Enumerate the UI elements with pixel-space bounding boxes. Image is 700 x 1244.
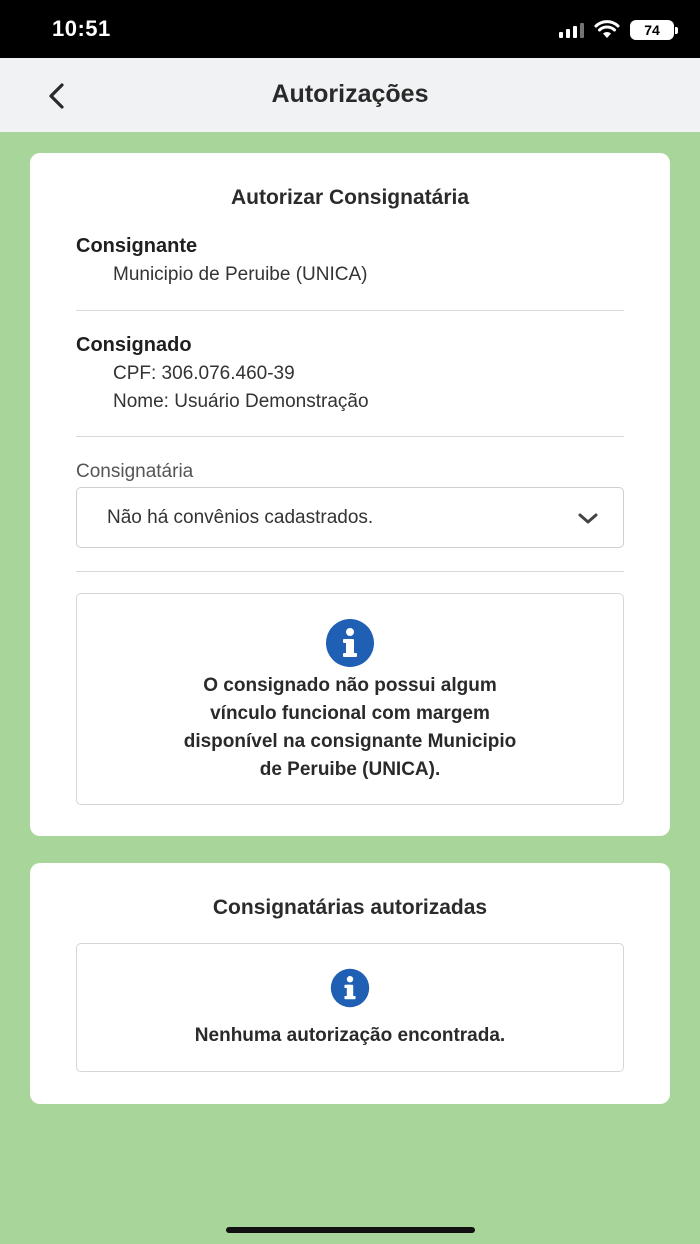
consignante-value: Municipio de Peruibe (UNICA) [113,264,368,285]
consignado-cpf: CPF: 306.076.460-39 [113,363,295,384]
info-message [107,672,593,784]
consignataria-select[interactable] [76,487,624,548]
consignataria-label: Consignatária [76,461,194,482]
info-message-line: disponível na consignante Municipio [183,731,517,752]
divider [76,310,624,311]
page-title: Autorizações [271,80,429,108]
chevron-down-icon [577,510,599,526]
cellular-signal-icon [559,22,584,38]
info-icon [330,968,370,1008]
info-message-line: O consignado não possui algum [203,675,497,696]
consignado-label: Consignado [76,334,192,356]
authorized-card [30,863,670,1104]
home-indicator[interactable] [226,1227,475,1233]
divider [76,436,624,437]
battery-level: 74 [644,22,660,38]
consignado-nome: Nome: Usuário Demonstração [113,391,369,412]
battery-icon [630,20,674,40]
empty-state-message: Nenhuma autorização encontrada. [194,1025,506,1046]
authorized-card-title: Consignatárias autorizadas [212,896,488,919]
status-bar [0,0,700,58]
info-message-box [76,593,624,805]
status-time: 10:51 [52,16,111,41]
wifi-icon [594,20,620,40]
authorize-card [30,153,670,836]
navigation-bar [0,58,700,132]
info-message-line: vínculo funcional com margem [210,703,490,724]
info-icon [325,618,375,668]
info-message-line: de Peruibe (UNICA). [259,759,441,780]
status-icons [559,18,674,42]
consignante-label: Consignante [76,235,198,257]
authorize-card-title: Autorizar Consignatária [230,186,470,209]
empty-state-box [76,943,624,1072]
divider [76,571,624,572]
consignataria-select-value: Não há convênios cadastrados. [107,507,374,528]
